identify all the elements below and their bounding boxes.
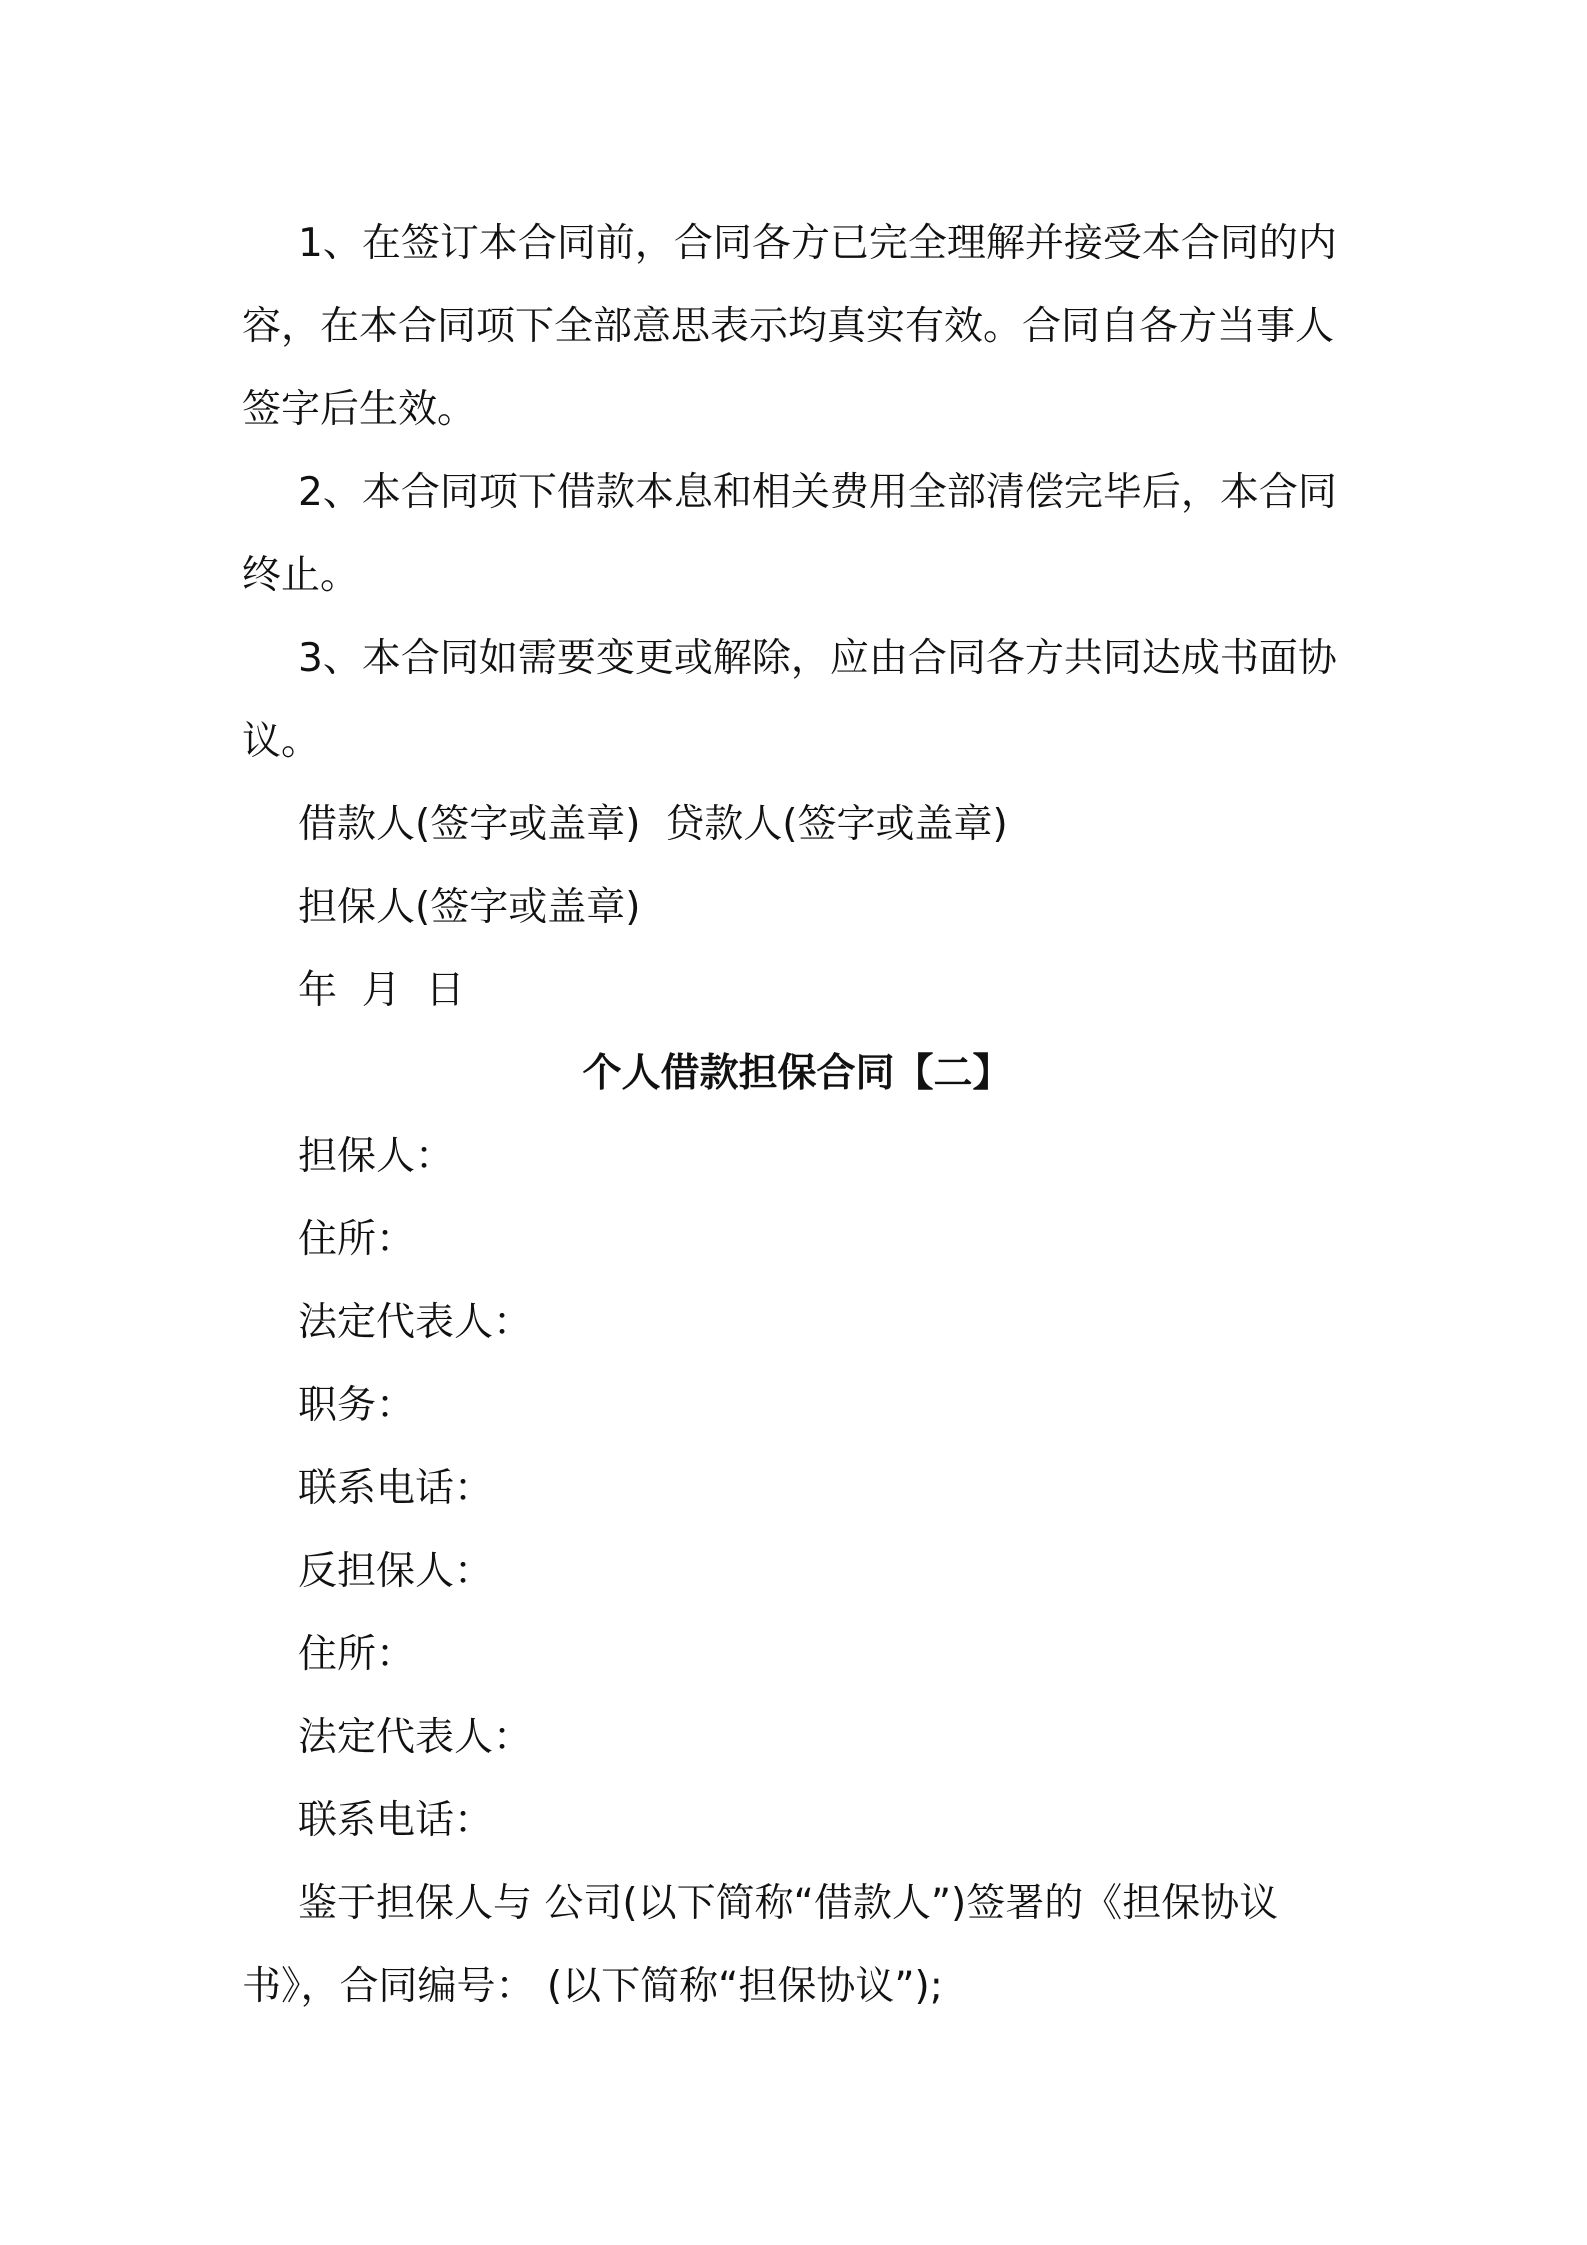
field-guarantor: 担保人：: [298, 1134, 455, 1179]
field-phone: 联系电话：: [298, 1466, 494, 1511]
recital-paragraph: 鉴于担保人与 公司(以下简称“借款人”)签署的《担保协议书》，合同编号： (以下简称“担保协议”);: [242, 1881, 1279, 2009]
field-legal-representative: 法定代表人：: [298, 1300, 533, 1345]
document-body: [242, 202, 1352, 2028]
clause-2: 2、本合同项下借款本息和相关费用全部清偿完毕后，本合同终止。: [242, 470, 1337, 598]
signature-date: 年 月 日: [298, 968, 465, 1013]
clause-1: 1、在签订本合同前，合同各方已完全理解并接受本合同的内容，在本合同项下全部意思表示均真实有效。合同自各方当事人签字后生效。: [242, 221, 1337, 432]
signature-borrower-lender: 借款人(签字或盖章) 贷款人(签字或盖章): [298, 802, 1008, 847]
field-position: 职务：: [298, 1383, 416, 1428]
signature-guarantor: 担保人(签字或盖章): [298, 885, 641, 930]
field-counter-phone: 联系电话：: [298, 1798, 494, 1843]
field-counter-legal-representative: 法定代表人：: [298, 1715, 533, 1760]
clause-3: 3、本合同如需要变更或解除，应由合同各方共同达成书面协议。: [242, 636, 1337, 764]
field-counter-guarantor: 反担保人：: [298, 1549, 494, 1594]
section-title: 个人借款担保合同【二】: [582, 1050, 1012, 1096]
field-address: 住所：: [298, 1217, 416, 1262]
field-counter-address: 住所：: [298, 1632, 416, 1677]
